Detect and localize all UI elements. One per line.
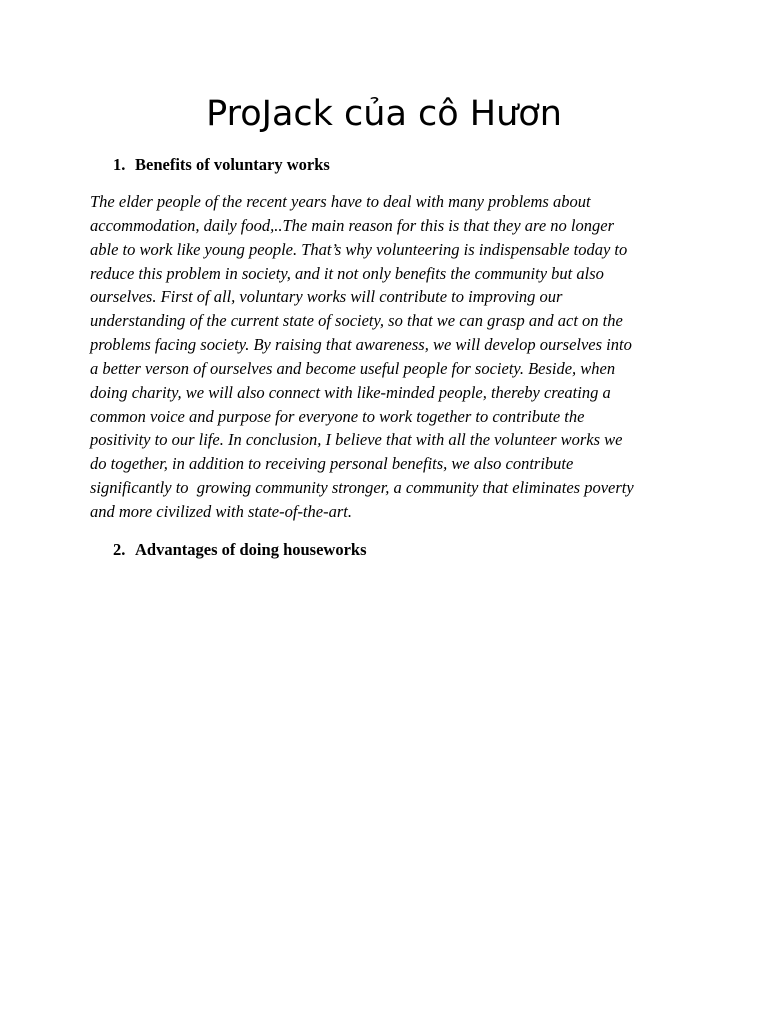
paragraph-line: reduce this problem in society, and it not only benefits the community but also	[90, 263, 604, 283]
paragraph-line: do together, in addition to receiving personal benefits, we also contribute	[90, 454, 574, 474]
paragraph-line: common voice and purpose for everyone to work together to contribute the	[90, 406, 585, 426]
section-number-1: 1.	[113, 155, 126, 174]
section-number-2: 2.	[113, 540, 126, 559]
paragraph-line: significantly to growing community stronger, a community that eliminates poverty	[90, 478, 634, 498]
section-heading-text-2: Advantages of doing houseworks	[135, 540, 367, 559]
section-heading-2	[113, 539, 367, 561]
document-title: ProJack của cô Hươn	[206, 94, 562, 134]
paragraph-line: positivity to our life. In conclusion, I believe that with all the volunteer works we	[90, 430, 623, 450]
paragraph-line: doing charity, we will also connect with like-minded people, thereby creating a	[90, 382, 611, 402]
paragraph-line: ourselves. First of all, voluntary works will contribute to improving our	[90, 287, 563, 307]
paragraph-line: problems facing society. By raising that awareness, we will develop ourselves into	[90, 335, 632, 355]
paragraph-line: understanding of the current state of society, so that we can grasp and act on the	[90, 311, 623, 331]
section-heading-1	[113, 154, 330, 176]
section-heading-text-1: Benefits of voluntary works	[135, 155, 330, 174]
paragraph-line: a better verson of ourselves and become useful people for society. Beside, when	[90, 358, 616, 378]
paragraph-line: and more civilized with state-of-the-art.	[90, 501, 352, 521]
paragraph-line: accommodation, daily food,..The main reason for this is that they are no longer	[90, 215, 614, 235]
paragraph-line: able to work like young people. That’s why volunteering is indispensable today to	[90, 239, 628, 259]
paragraph-line: The elder people of the recent years have to deal with many problems about	[90, 192, 591, 211]
section-1-paragraph	[90, 190, 680, 524]
